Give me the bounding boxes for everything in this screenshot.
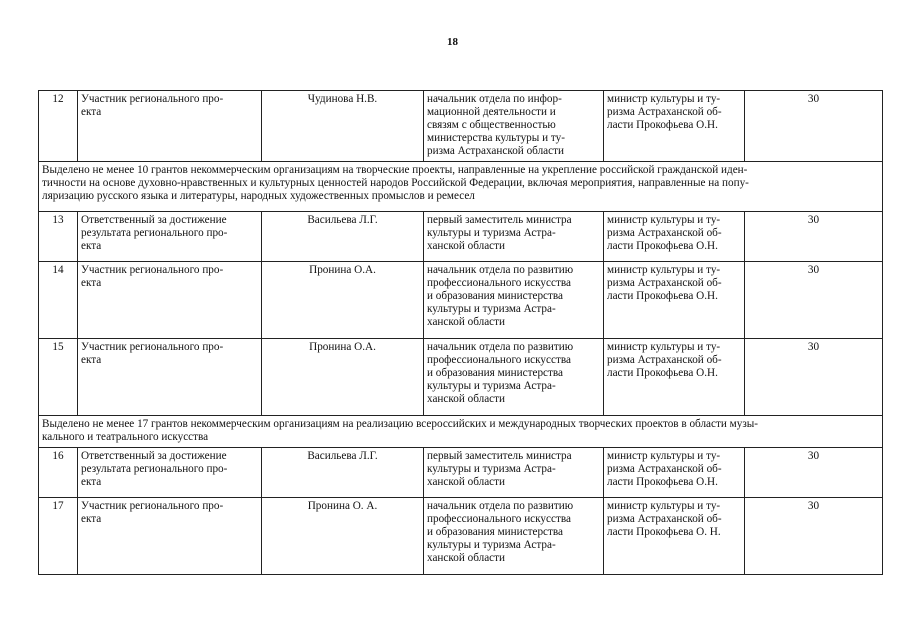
text-line: и образования министерства bbox=[427, 290, 564, 302]
text-line: ризма Астраханской об- bbox=[607, 354, 722, 366]
section-row bbox=[39, 162, 883, 212]
table-body bbox=[39, 91, 883, 575]
text-line: министр культуры и ту- bbox=[607, 450, 721, 462]
table-row bbox=[39, 91, 883, 162]
person-name: Васильева Л.Г. bbox=[262, 448, 424, 498]
text-line: Участник регионального про- bbox=[81, 500, 224, 512]
workload-share: 30 bbox=[745, 91, 883, 162]
workload-share: 30 bbox=[745, 448, 883, 498]
supervisor-cell bbox=[604, 448, 745, 498]
text-line: начальник отдела по развитию bbox=[427, 341, 574, 353]
person-name: Пронина О. А. bbox=[262, 498, 424, 575]
table-row bbox=[39, 498, 883, 575]
text-line: екта bbox=[81, 240, 102, 252]
text-line: тичности на основе духовно-нравственных и культурных ценностей народов Российской Федерации, включая мероприятия, направленные на попу- bbox=[42, 177, 749, 189]
text-line: и образования министерства bbox=[427, 526, 564, 538]
text-line: ласти Прокофьева О.Н. bbox=[607, 290, 718, 302]
text-line: ризма Астраханской об- bbox=[607, 106, 722, 118]
row-number: 13 bbox=[39, 212, 78, 262]
person-name: Пронина О.А. bbox=[262, 339, 424, 416]
text-line: ласти Прокофьева О. Н. bbox=[607, 526, 721, 538]
text-line: культуры и туризма Астра- bbox=[427, 463, 556, 475]
text-line: ханской области bbox=[427, 552, 506, 564]
text-line: ризма Астраханской области bbox=[427, 145, 564, 157]
text-line: ризма Астраханской об- bbox=[607, 277, 722, 289]
text-line: Выделено не менее 10 грантов некоммерческим организациям на творческие проекты, направленные на укрепление российской гражданской иден- bbox=[42, 164, 748, 176]
text-line: екта bbox=[81, 476, 102, 488]
workload-share: 30 bbox=[745, 212, 883, 262]
row-number: 15 bbox=[39, 339, 78, 416]
text-line: Участник регионального про- bbox=[81, 341, 224, 353]
text-line: екта bbox=[81, 354, 102, 366]
text-line: Выделено не менее 17 грантов некоммерческим организациям на реализацию всероссийских и международных творческих проектов в области музы- bbox=[42, 418, 758, 430]
text-line: культуры и туризма Астра- bbox=[427, 539, 556, 551]
text-line: Участник регионального про- bbox=[81, 264, 224, 276]
person-name: Васильева Л.Г. bbox=[262, 212, 424, 262]
text-line: министр культуры и ту- bbox=[607, 264, 721, 276]
position-cell bbox=[424, 91, 604, 162]
text-line: результата регионального про- bbox=[81, 463, 228, 475]
role-cell bbox=[78, 91, 262, 162]
text-line: ханской области bbox=[427, 316, 506, 328]
text-line: профессионального искусства bbox=[427, 354, 571, 366]
section-row bbox=[39, 416, 883, 448]
text-line: профессионального искусства bbox=[427, 513, 571, 525]
text-line: и образования министерства bbox=[427, 367, 564, 379]
text-line: культуры и туризма Астра- bbox=[427, 227, 556, 239]
text-line: результата регионального про- bbox=[81, 227, 228, 239]
text-line: начальник отдела по инфор- bbox=[427, 93, 562, 105]
supervisor-cell bbox=[604, 262, 745, 339]
text-line: культуры и туризма Астра- bbox=[427, 380, 556, 392]
text-line: ласти Прокофьева О.Н. bbox=[607, 367, 718, 379]
text-line: екта bbox=[81, 277, 102, 289]
text-line: мационной деятельности и bbox=[427, 106, 556, 118]
text-line: ласти Прокофьева О.Н. bbox=[607, 119, 718, 131]
position-cell bbox=[424, 262, 604, 339]
page-number: 18 bbox=[447, 36, 458, 48]
text-line: министр культуры и ту- bbox=[607, 214, 721, 226]
section-heading bbox=[39, 416, 883, 448]
text-line: первый заместитель министра bbox=[427, 214, 572, 226]
table-row bbox=[39, 212, 883, 262]
row-number: 17 bbox=[39, 498, 78, 575]
text-line: министерства культуры и ту- bbox=[427, 132, 565, 144]
workload-share: 30 bbox=[745, 498, 883, 575]
text-line: ханской области bbox=[427, 240, 506, 252]
supervisor-cell bbox=[604, 339, 745, 416]
person-name: Чудинова Н.В. bbox=[262, 91, 424, 162]
text-line: связям с общественностью bbox=[427, 119, 556, 131]
text-line: Ответственный за достижение bbox=[81, 214, 227, 226]
text-line: ризма Астраханской об- bbox=[607, 513, 722, 525]
position-cell bbox=[424, 448, 604, 498]
text-line: профессионального искусства bbox=[427, 277, 571, 289]
responsibility-table bbox=[38, 90, 883, 575]
text-line: начальник отдела по развитию bbox=[427, 500, 574, 512]
table-row bbox=[39, 448, 883, 498]
workload-share: 30 bbox=[745, 339, 883, 416]
row-number: 12 bbox=[39, 91, 78, 162]
text-line: екта bbox=[81, 106, 102, 118]
supervisor-cell bbox=[604, 498, 745, 575]
role-cell bbox=[78, 498, 262, 575]
text-line: ханской области bbox=[427, 476, 506, 488]
person-name: Пронина О.А. bbox=[262, 262, 424, 339]
text-line: ризма Астраханской об- bbox=[607, 227, 722, 239]
table-row bbox=[39, 262, 883, 339]
table-row bbox=[39, 339, 883, 416]
text-line: министр культуры и ту- bbox=[607, 500, 721, 512]
role-cell bbox=[78, 448, 262, 498]
text-line: ласти Прокофьева О.Н. bbox=[607, 240, 718, 252]
role-cell bbox=[78, 212, 262, 262]
section-heading bbox=[39, 162, 883, 212]
text-line: министр культуры и ту- bbox=[607, 93, 721, 105]
role-cell bbox=[78, 339, 262, 416]
text-line: кального и театрального искусства bbox=[42, 431, 209, 443]
supervisor-cell bbox=[604, 212, 745, 262]
text-line: ляризацию русского языка и литературы, народных художественных промыслов и ремесел bbox=[42, 190, 475, 202]
workload-share: 30 bbox=[745, 262, 883, 339]
text-line: начальник отдела по развитию bbox=[427, 264, 574, 276]
row-number: 16 bbox=[39, 448, 78, 498]
supervisor-cell bbox=[604, 91, 745, 162]
text-line: культуры и туризма Астра- bbox=[427, 303, 556, 315]
role-cell bbox=[78, 262, 262, 339]
text-line: екта bbox=[81, 513, 102, 525]
text-line: Ответственный за достижение bbox=[81, 450, 227, 462]
text-line: ризма Астраханской об- bbox=[607, 463, 722, 475]
row-number: 14 bbox=[39, 262, 78, 339]
position-cell bbox=[424, 498, 604, 575]
position-cell bbox=[424, 212, 604, 262]
text-line: министр культуры и ту- bbox=[607, 341, 721, 353]
text-line: ханской области bbox=[427, 393, 506, 405]
text-line: Участник регионального про- bbox=[81, 93, 224, 105]
text-line: первый заместитель министра bbox=[427, 450, 572, 462]
text-line: ласти Прокофьева О.Н. bbox=[607, 476, 718, 488]
position-cell bbox=[424, 339, 604, 416]
